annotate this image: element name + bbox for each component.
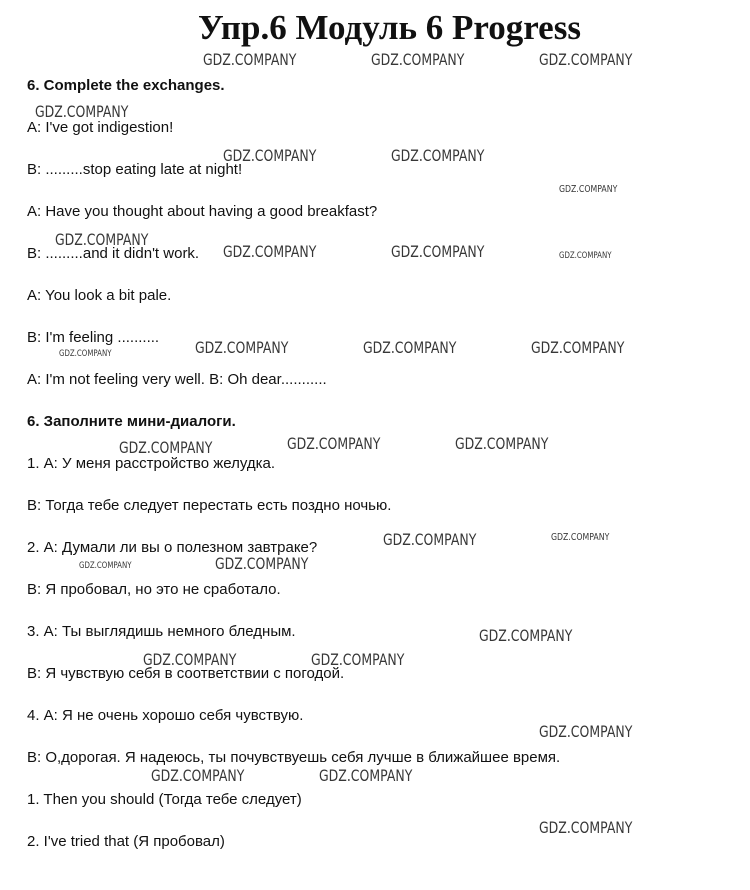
answer-line: 2. I've tried that (Я пробовал) xyxy=(27,833,225,850)
russian-line: В: О,дорогая. Я надеюсь, ты почувствуешь себя лучше в ближайшее время. xyxy=(27,749,561,766)
watermark: GDZ.COMPANY xyxy=(143,650,237,669)
english-line: B: .........stop eating late at night! xyxy=(27,161,243,178)
russian-line: 1. А: У меня расстройство желудка. xyxy=(27,455,276,472)
watermark: GDZ.COMPANY xyxy=(559,184,618,195)
russian-line: 2. А: Думали ли вы о полезном завтраке? xyxy=(27,539,318,556)
watermark: GDZ.COMPANY xyxy=(539,818,633,837)
watermark: GDZ.COMPANY xyxy=(455,434,549,453)
watermark: GDZ.COMPANY xyxy=(35,102,129,121)
page-title: Упр.6 Модуль 6 Progress xyxy=(198,8,581,47)
watermark: GDZ.COMPANY xyxy=(55,230,149,249)
english-line: A: Have you thought about having a good breakfast? xyxy=(27,203,378,220)
watermark: GDZ.COMPANY xyxy=(119,438,213,457)
watermark: GDZ.COMPANY xyxy=(195,338,289,357)
watermark: GDZ.COMPANY xyxy=(539,50,633,69)
watermark: GDZ.COMPANY xyxy=(539,722,633,741)
watermark: GDZ.COMPANY xyxy=(79,561,132,571)
russian-line: В: Я чувствую себя в соответствии с погодой. xyxy=(27,665,345,682)
watermark: GDZ.COMPANY xyxy=(223,242,317,261)
watermark: GDZ.COMPANY xyxy=(215,554,309,573)
watermark: GDZ.COMPANY xyxy=(363,338,457,357)
watermark: GDZ.COMPANY xyxy=(287,434,381,453)
watermark: GDZ.COMPANY xyxy=(383,530,477,549)
watermark: GDZ.COMPANY xyxy=(311,650,405,669)
english-line: B: .........and it didn't work. xyxy=(27,245,200,262)
watermark: GDZ.COMPANY xyxy=(391,146,485,165)
watermark: GDZ.COMPANY xyxy=(319,766,413,785)
english-heading: 6. Complete the exchanges. xyxy=(27,77,225,94)
russian-line: В: Тогда тебе следует перестать есть поздно ночью. xyxy=(27,497,392,514)
watermark: GDZ.COMPANY xyxy=(203,50,297,69)
watermark: GDZ.COMPANY xyxy=(531,338,625,357)
watermark: GDZ.COMPANY xyxy=(223,146,317,165)
english-line: A: I've got indigestion! xyxy=(27,119,174,136)
russian-heading: 6. Заполните мини-диалоги. xyxy=(27,413,236,430)
english-line: A: You look a bit pale. xyxy=(27,287,172,304)
watermark: GDZ.COMPANY xyxy=(551,532,610,543)
watermark: GDZ.COMPANY xyxy=(371,50,465,69)
russian-line: 4. А: Я не очень хорошо себя чувствую. xyxy=(27,707,304,724)
watermark: GDZ.COMPANY xyxy=(59,349,112,359)
watermark: GDZ.COMPANY xyxy=(559,251,612,261)
watermark: GDZ.COMPANY xyxy=(391,242,485,261)
english-line: A: I'm not feeling very well. B: Oh dear........... xyxy=(27,371,327,388)
watermark: GDZ.COMPANY xyxy=(151,766,245,785)
watermark: GDZ.COMPANY xyxy=(479,626,573,645)
english-line: B: I'm feeling .......... xyxy=(27,329,160,346)
russian-line: 3. А: Ты выглядишь немного бледным. xyxy=(27,623,296,640)
russian-line: В: Я пробовал, но это не сработало. xyxy=(27,581,281,598)
answer-line: 1. Then you should (Тогда тебе следует) xyxy=(27,791,302,808)
